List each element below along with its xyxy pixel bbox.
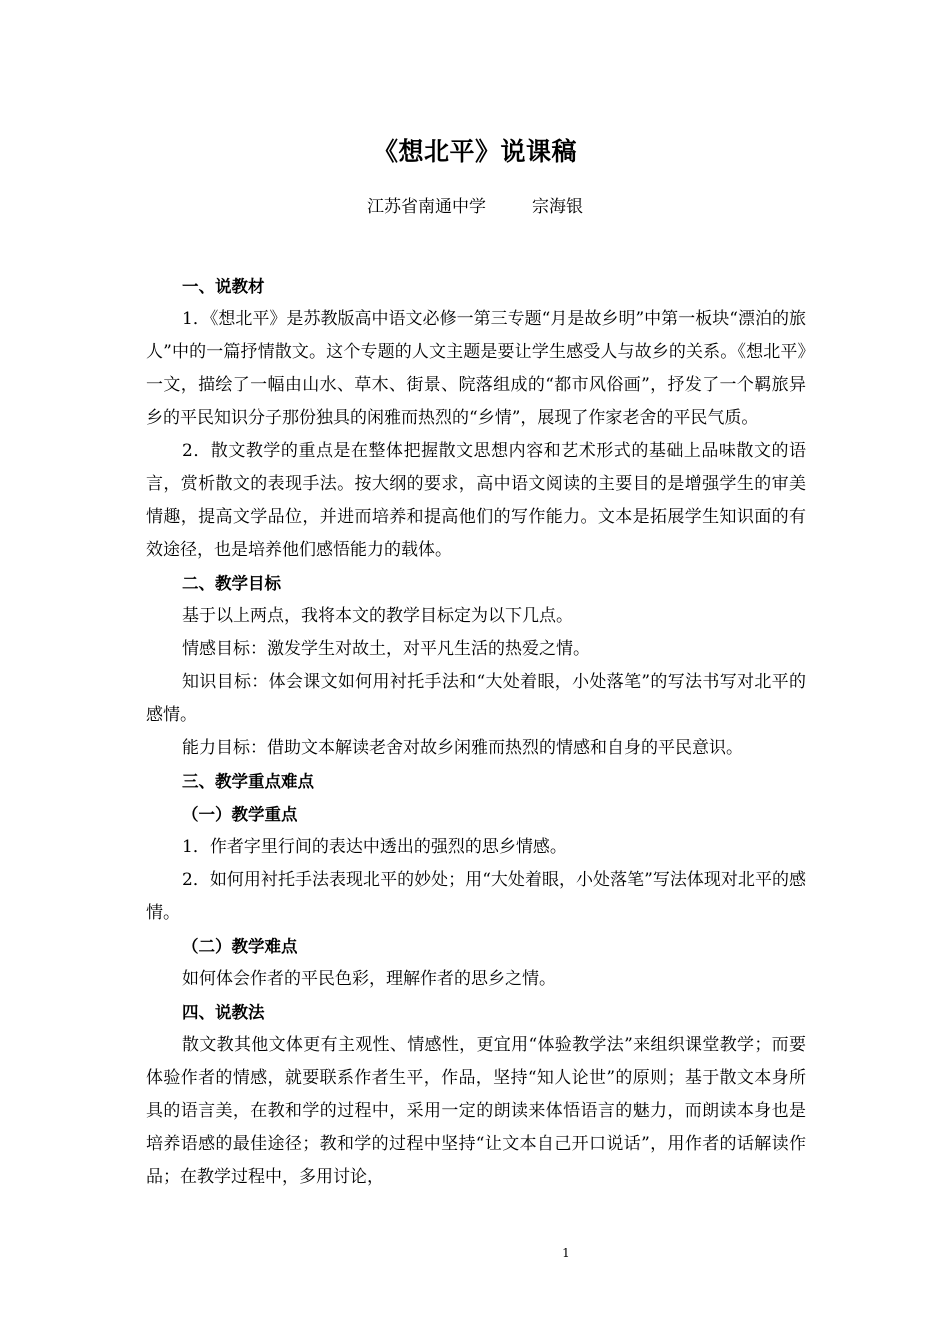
section-heading: 一、说教材 (182, 277, 265, 296)
paragraph: 2．散文教学的重点是在整体把握散文思想内容和艺术形式的基础上品味散文的语言，赏析散文的表现手法。按大纲的要求，高中语文阅读的主要目的是增强学生的审美情趣，提高文学品位，并进而培养和提高他们的写作能力。文本是拓展学生知识面的有效途径，也是培养他们感悟能力的载体。 (146, 441, 806, 560)
paragraph: 1．《想北平》是苏教版高中语文必修一第三专题“月是故乡明”中第一板块“漂泊的旅人”中的一篇抒情散文。这个专题的人文主题是要让学生感受人与故乡的关系。《想北平》一文，描绘了一幅由山水、草木、街景、院落组成的“都市风俗画”，抒发了一个羁旅异乡的平民知识分子那份独具的闲雅而热烈的“乡情”，展现了作家老舍的平民气质。 (146, 309, 806, 428)
section-heading: 二、教学目标 (182, 574, 281, 593)
paragraph: 散文教其他文体更有主观性、情感性，更宜用“体验教学法”来组织课堂教学；而要体验作者的情感，就要联系作者生平，作品，坚持“知人论世”的原则；基于散文本身所具的语言美，在教和学的过程中，采用一定的朗读来体悟语言的魅力，而朗读本身也是培养语感的最佳途径；教和学的过程中坚持“让文本自己开口说话”，用作者的话解读作品；在教学过程中，多用讨论， (146, 1035, 806, 1187)
author-name: 宗海银 (532, 197, 583, 217)
page-number: 1 (562, 1246, 570, 1260)
subsection-heading: （一）教学重点 (182, 805, 298, 824)
section-heading: 三、教学重点难点 (182, 772, 314, 791)
paragraph: 能力目标：借助文本解读老舍对故乡闲雅而热烈的情感和自身的平民意识。 (182, 738, 743, 758)
subsection-heading: （二）教学难点 (182, 937, 298, 956)
paragraph: 知识目标：体会课文如何用衬托手法和“大处着眼，小处落笔”的写法书写对北平的感情。 (146, 672, 806, 725)
paragraph: 如何体会作者的平民色彩，理解作者的思乡之情。 (182, 969, 556, 989)
section-heading: 四、说教法 (182, 1003, 265, 1022)
author-line (0, 192, 950, 217)
paragraph: 情感目标：激发学生对故土，对平凡生活的热爱之情。 (182, 639, 590, 659)
paragraph: 1．作者字里行间的表达中透出的强烈的思乡情感。 (182, 837, 567, 857)
school-name: 江苏省南通中学 (367, 197, 486, 217)
paragraph: 基于以上两点，我将本文的教学目标定为以下几点。 (182, 606, 573, 626)
document-title: 《想北平》说课稿 (372, 137, 577, 166)
document-body (146, 270, 806, 1194)
paragraph: 2．如何用衬托手法表现北平的妙处；用“大处着眼，小处落笔”写法体现对北平的感情。 (146, 870, 806, 923)
